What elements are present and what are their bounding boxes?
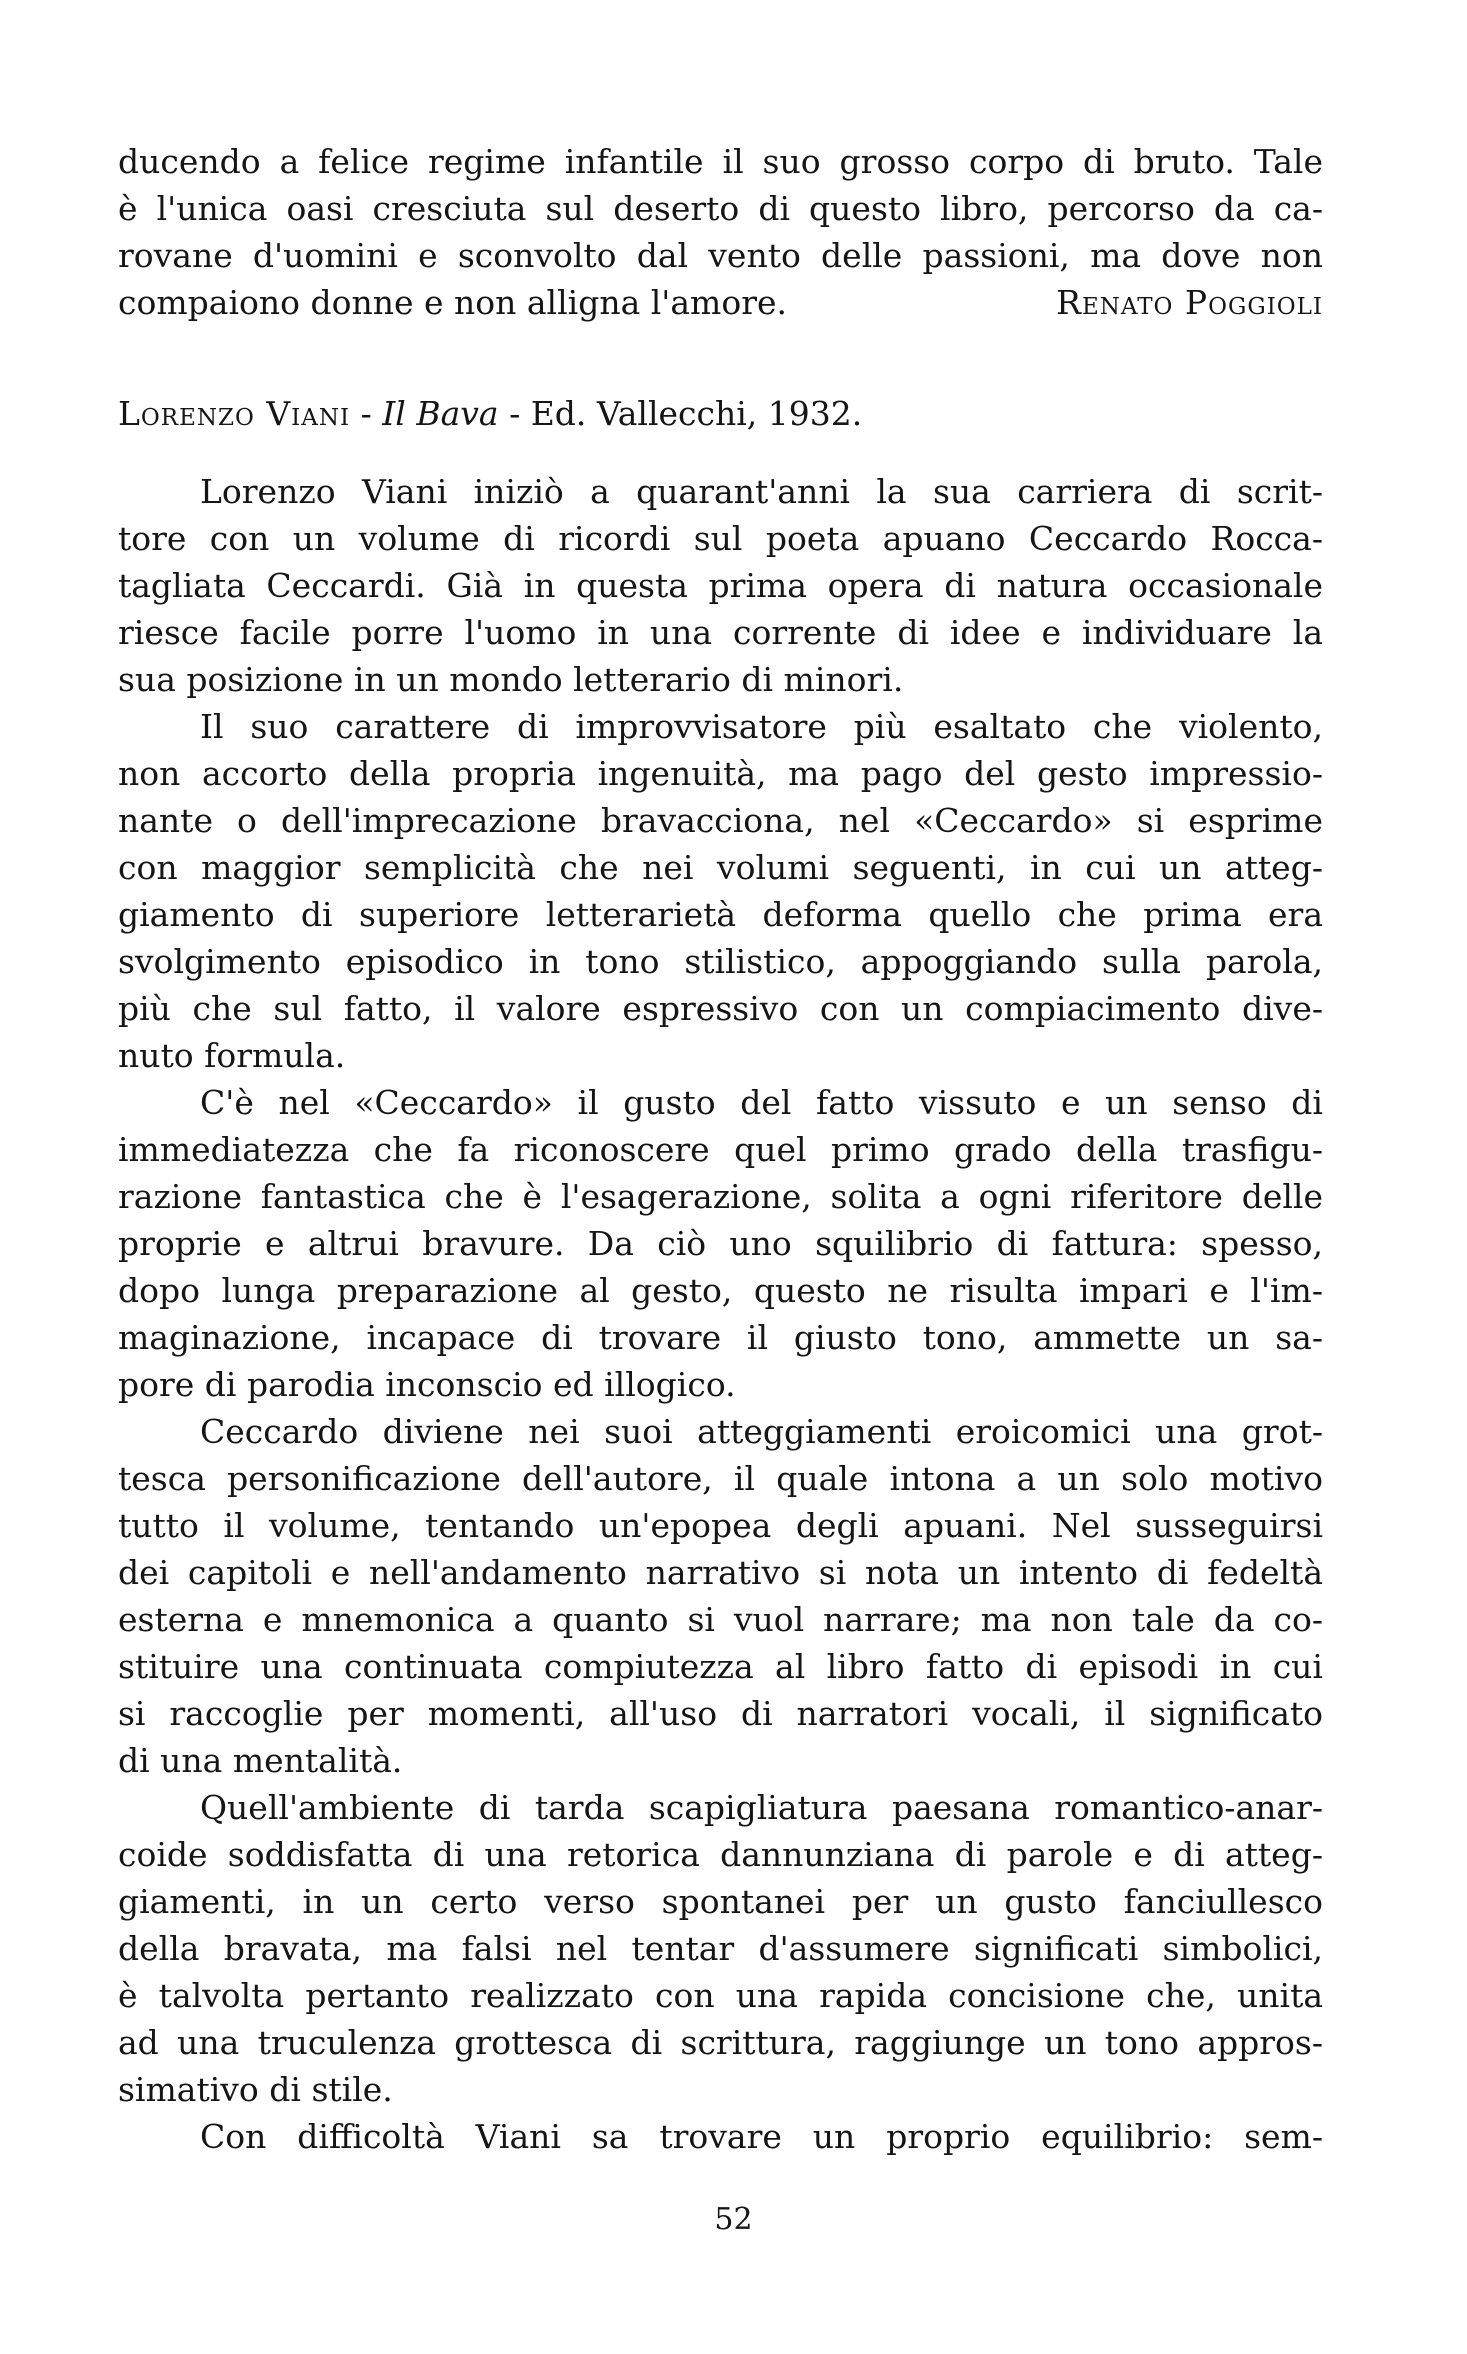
text-line: C'è nel «Ceccardo» il gusto del fatto vissuto e un senso di	[200, 1083, 1323, 1122]
text-line: dei capitoli e nell'andamento narrativo si nota un intento di fedeltà	[118, 1553, 1323, 1592]
text-line: Lorenzo Viani iniziò a quarant'anni la sua carriera di scrit-	[200, 472, 1323, 511]
text-line: di una mentalità.	[118, 1741, 403, 1780]
text-line: tesca personificazione dell'autore, il quale intona a un solo motivo	[118, 1459, 1323, 1498]
text-line: proprie e altrui bravure. Da ciò uno squilibrio di fattura: spesso,	[118, 1224, 1323, 1263]
heading-publisher: Ed. Vallecchi, 1932.	[530, 394, 863, 433]
text-line: Con difficoltà Viani sa trovare un proprio equilibrio: sem-	[200, 2117, 1323, 2156]
heading-title: Il Bava	[382, 394, 499, 433]
text-line: giamenti, in un certo verso spontanei per un gusto fanciullesco	[118, 1882, 1323, 1921]
text-line: svolgimento episodico in tono stilistico, appoggiando sulla parola,	[118, 942, 1323, 981]
text-line: compaiono donne e non alligna l'amore.	[118, 283, 788, 322]
text-line: simativo di stile.	[118, 2070, 393, 2109]
text-line: Quell'ambiente di tarda scapigliatura paesana romantico-anar-	[200, 1788, 1323, 1827]
heading-separator: -	[360, 394, 372, 433]
text-line: esterna e mnemonica a quanto si vuol narrare; ma non tale da co-	[118, 1600, 1323, 1639]
text-line: con maggior semplicità che nei volumi seguenti, in cui un atteg-	[118, 848, 1323, 887]
text-line: ducendo a felice regime infantile il suo grosso corpo di bruto. Tale	[118, 142, 1323, 181]
review-heading	[118, 392, 862, 436]
heading-separator: -	[509, 394, 521, 433]
text-line: ad una truculenza grottesca di scrittura, raggiunge un tono appros-	[118, 2023, 1323, 2062]
text-line: è l'unica oasi cresciuta sul deserto di questo libro, percorso da ca-	[118, 189, 1323, 228]
text-line: nante o dell'imprecazione bravacciona, nel «Ceccardo» si esprime	[118, 801, 1323, 840]
text-line: razione fantastica che è l'esagerazione, solita a ogni riferitore delle	[118, 1177, 1323, 1216]
text-line: tore con un volume di ricordi sul poeta apuano Ceccardo Rocca-	[118, 519, 1323, 558]
text-line: nuto formula.	[118, 1036, 346, 1075]
text-line: giamento di superiore letterarietà deforma quello che prima era	[118, 895, 1323, 934]
text-line: della bravata, ma falsi nel tentar d'assumere significati simbolici,	[118, 1929, 1323, 1968]
text-line: coide soddisfatta di una retorica dannunziana di parole e di atteg-	[118, 1835, 1323, 1874]
heading-author: Lorenzo Viani	[118, 394, 351, 433]
text-line: rovane d'uomini e sconvolto dal vento delle passioni, ma dove non	[118, 236, 1323, 275]
text-line: sua posizione in un mondo letterario di minori.	[118, 660, 904, 699]
text-line: non accorto della propria ingenuità, ma pago del gesto impressio-	[118, 754, 1323, 793]
text-line: è talvolta pertanto realizzato con una rapida concisione che, unita	[118, 1976, 1323, 2015]
text-line: immediatezza che fa riconoscere quel primo grado della trasfigu-	[118, 1130, 1323, 1169]
text-line: tagliata Ceccardi. Già in questa prima opera di natura occasionale	[118, 566, 1323, 605]
text-line: dopo lunga preparazione al gesto, questo ne risulta impari e l'im-	[118, 1271, 1323, 1310]
text-line: tutto il volume, tentando un'epopea degli apuani. Nel susseguirsi	[118, 1506, 1323, 1545]
text-line: pore di parodia inconscio ed illogico.	[118, 1365, 736, 1404]
page-number: 52	[714, 2202, 753, 2237]
text-line: più che sul fatto, il valore espressivo con un compiacimento dive-	[118, 989, 1323, 1028]
text-line: maginazione, incapace di trovare il giusto tono, ammette un sa-	[118, 1318, 1323, 1357]
text-line: riesce facile porre l'uomo in una corrente di idee e individuare la	[118, 613, 1323, 652]
text-line: Il suo carattere di improvvisatore più esaltato che violento,	[200, 707, 1323, 746]
text-line: Ceccardo diviene nei suoi atteggiamenti eroicomici una grot-	[200, 1412, 1323, 1451]
text-line: stituire una continuata compiutezza al libro fatto di episodi in cui	[118, 1647, 1323, 1686]
reviewer-signature: Renato Poggioli	[1056, 283, 1323, 322]
text-line: si raccoglie per momenti, all'uso di narratori vocali, il significato	[118, 1694, 1323, 1733]
